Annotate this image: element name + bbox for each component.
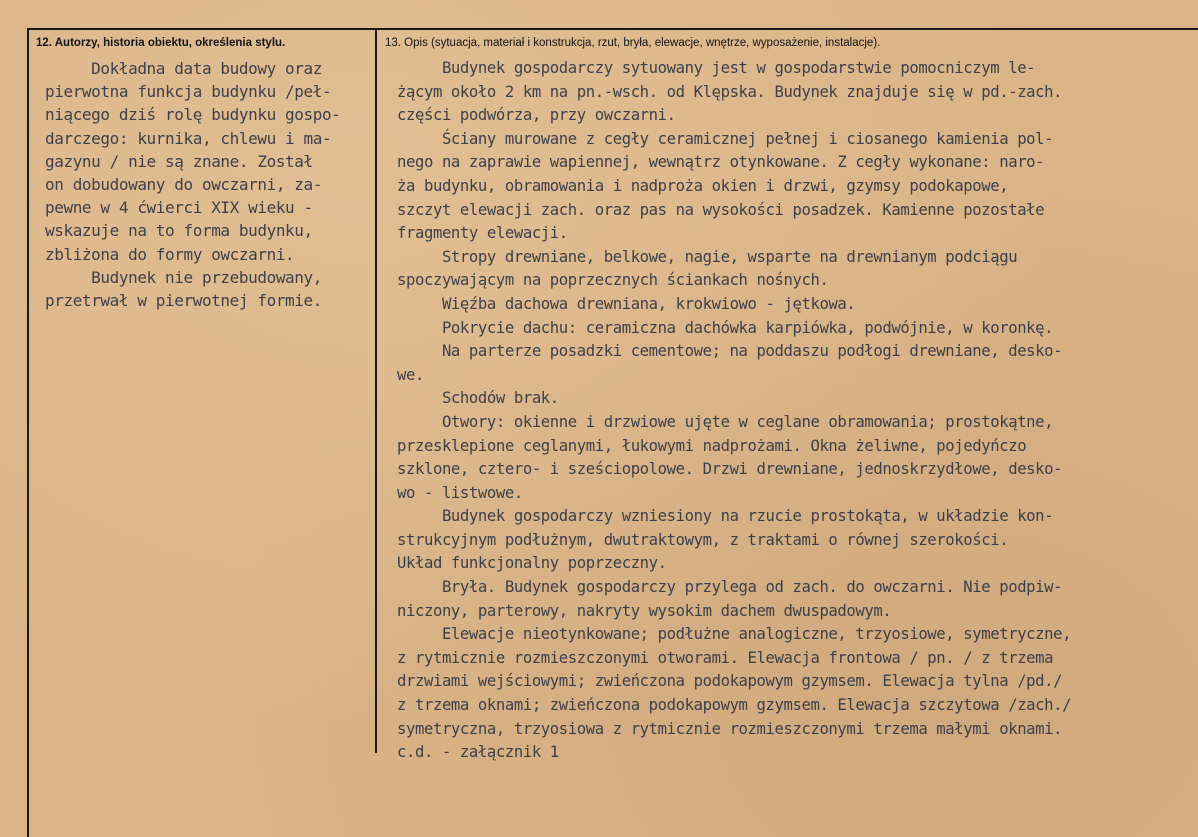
text-line: pierwotna funkcja budynku /peł-	[45, 82, 332, 102]
history-text-block	[45, 57, 340, 312]
text-line: c.d. - załącznik 1	[397, 743, 559, 762]
text-line: zbliżona do formy owczarni.	[45, 244, 295, 264]
text-line: Schodów brak.	[397, 389, 559, 408]
text-line: przetrwał w pierwotnej formie.	[45, 291, 322, 311]
description-text-block	[397, 57, 1071, 765]
text-line: Otwory: okienne i drzwiowe ujęte w ceglane obramowania; prostokątne,	[397, 412, 1054, 431]
text-line: z trzema oknami; zwieńczona podokapowym gzymsem. Elewacja szczytowa /zach./	[397, 696, 1072, 715]
text-line: z rytmicznie rozmieszczonymi otworami. Elewacja frontowa / pn. / z trzema	[397, 648, 1054, 667]
text-line: strukcyjnym podłużnym, dwutraktowym, z traktami o równej szerokości.	[397, 530, 1009, 549]
text-line: on dobudowany do owczarni, za-	[45, 175, 322, 195]
text-line: Na parterze posadzki cementowe; na poddaszu podłogi drewniane, desko-	[397, 342, 1063, 361]
column-divider	[375, 28, 377, 753]
text-line: gazynu / nie są znane. Został	[45, 151, 313, 171]
text-line: drzwiami wejściowymi; zwieńczona podokapowym gzymsem. Elewacja tylna /pd./	[397, 672, 1063, 691]
text-line: niczony, parterowy, nakryty wysokim dachem dwuspadowym.	[397, 601, 892, 620]
text-line: nego na zaprawie wapiennej, wewnątrz otynkowane. Z cegły wykonane: naro-	[397, 153, 1045, 172]
text-line: darczego: kurnika, chlewu i ma-	[45, 128, 332, 148]
text-line: Pokrycie dachu: ceramiczna dachówka karpiówka, podwójnie, w koronkę.	[397, 318, 1054, 337]
text-line: przesklepione ceglanymi, łukowymi nadprożami. Okna żeliwne, pojedyńczo	[397, 436, 1027, 455]
top-border-rule	[28, 28, 1198, 30]
section-12-heading: 12. Autorzy, historia obiektu, określenia stylu.	[36, 37, 286, 49]
text-line: niącego dziś rolę budynku gospo-	[45, 105, 341, 125]
text-line: Układ funkcjonalny poprzeczny.	[397, 554, 667, 573]
text-line: symetryczna, trzyosiowa z rytmicznie rozmieszczonymi trzema małymi oknami.	[397, 719, 1063, 738]
text-line: Ściany murowane z cegły ceramicznej pełnej i ciosanego kamienia pol-	[397, 129, 1054, 148]
text-line: spoczywającym na poprzecznych ściankach nośnych.	[397, 271, 829, 290]
section-13-heading: 13. Opis (sytuacja, materiał i konstrukcja, rzut, bryła, elewacje, wnętrze, wyposażenie, instalacje).	[385, 37, 881, 49]
text-line: we.	[397, 365, 424, 384]
text-line: Budynek nie przebudowany,	[45, 267, 322, 287]
text-line: fragmenty elewacji.	[397, 224, 568, 243]
text-line: Budynek gospodarczy wzniesiony na rzucie prostokąta, w układzie kon-	[397, 507, 1054, 526]
text-line: Dokładna data budowy oraz	[45, 59, 322, 78]
text-line: ża budynku, obramowania i nadproża okien i drzwi, gzymsy podokapowe,	[397, 176, 1009, 195]
text-line: wo - listwowe.	[397, 483, 523, 502]
text-line: części podwórza, przy owczarni.	[397, 106, 676, 125]
text-line: Bryła. Budynek gospodarczy przylega od zach. do owczarni. Nie podpiw-	[397, 578, 1063, 597]
text-line: Więźba dachowa drewniana, krokwiowo - jętkowa.	[397, 294, 856, 313]
text-line: Budynek gospodarczy sytuowany jest w gospodarstwie pomocniczym le-	[397, 59, 1036, 77]
text-line: Stropy drewniane, belkowe, nagie, wsparte na drewnianym podciągu	[397, 247, 1018, 266]
text-line: szklone, cztero- i sześciopolowe. Drzwi drewniane, jednoskrzydłowe, desko-	[397, 460, 1063, 479]
text-line: żącym około 2 km na pn.-wsch. od Klępska. Budynek znajduje się w pd.-zach.	[397, 82, 1063, 101]
text-line: Elewacje nieotynkowane; podłużne analogiczne, trzyosiowe, symetryczne,	[397, 625, 1072, 644]
text-line: wskazuje na to forma budynku,	[45, 221, 313, 241]
text-line: pewne w 4 ćwierci XIX wieku -	[45, 198, 313, 218]
left-border-rule	[27, 28, 29, 837]
text-line: szczyt elewacji zach. oraz pas na wysokości posadzek. Kamienne pozostałe	[397, 200, 1045, 219]
